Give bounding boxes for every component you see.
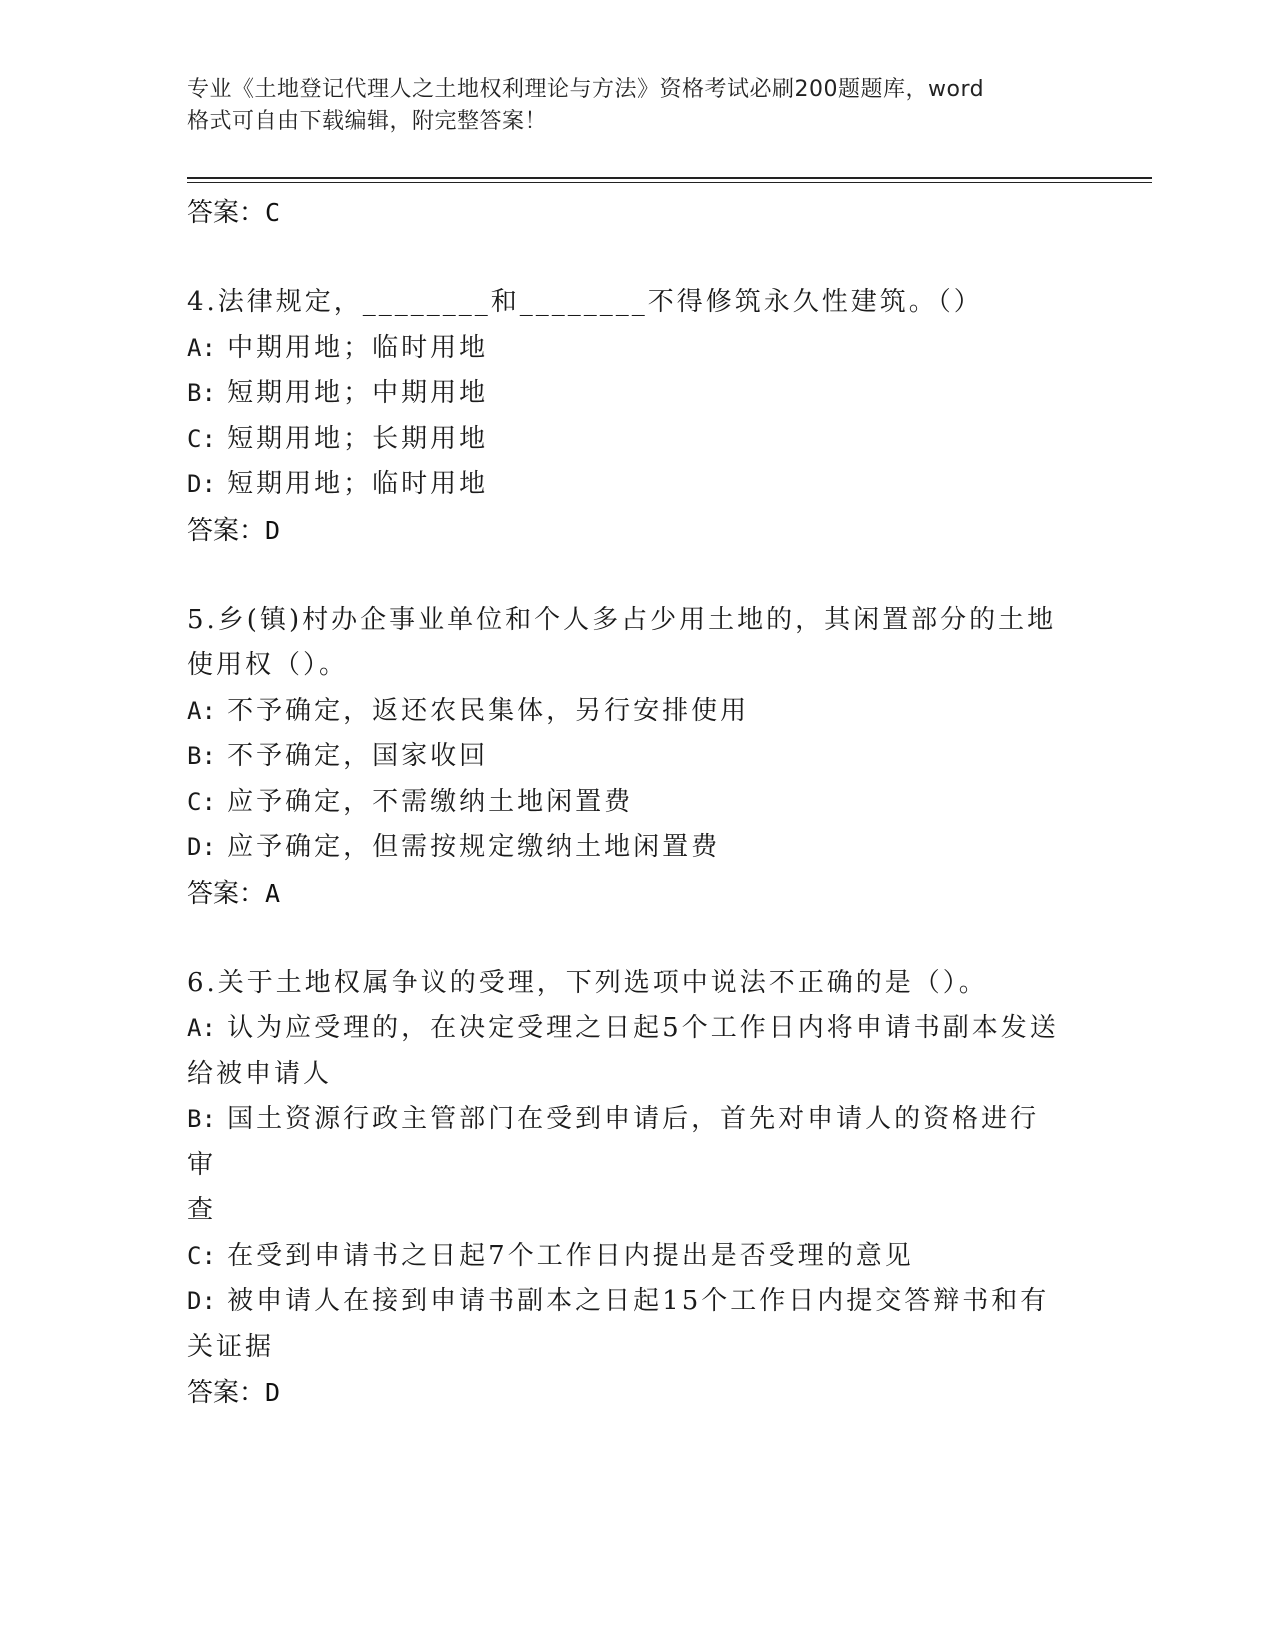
answer-line (187, 871, 1087, 917)
answer-value: D (265, 1378, 281, 1407)
question-text-continued: 使用权（）。 (187, 650, 349, 680)
answer-label: 答案： (187, 198, 266, 228)
option-text: 被申请人在接到申请书副本之日起15个工作日内提交答辩书和有 (215, 1286, 1050, 1316)
header-rule-thin (187, 182, 1152, 183)
option-text: 短期用地；临时用地 (215, 469, 489, 499)
question-item (187, 280, 1087, 554)
option-text: 认为应受理的，在决定受理之日起5个工作日内将申请书副本发送 (215, 1013, 1059, 1043)
option-letter: D: (187, 470, 216, 498)
header-line-1: 专业《土地登记代理人之土地权利理论与方法》资格考试必刷200题题库，word (187, 77, 985, 102)
answer-value: D (265, 515, 281, 545)
option-a (187, 1006, 1067, 1052)
option-text: 中期用地；临时用地 (215, 332, 489, 363)
option-c (187, 780, 1067, 826)
option-b-continued: 查 (187, 1195, 217, 1225)
option-a-continued: 给被申请人 (187, 1058, 333, 1089)
answer-line (187, 508, 1087, 554)
answer-label: 答案： (187, 1378, 266, 1408)
option-letter: A: (187, 333, 216, 362)
option-a (187, 689, 1067, 735)
option-letter: B: (187, 742, 216, 770)
option-text: 应予确定，不需缴纳土地闲置费 (215, 786, 634, 817)
option-text: 短期用地；长期用地 (215, 423, 489, 454)
option-letter: D: (187, 833, 216, 861)
option-text: 不予确定，返还农民集体，另行安排使用 (215, 695, 750, 726)
option-letter: B: (187, 1105, 216, 1133)
question-text: 6.关于土地权属争议的受理，下列选项中说法不正确的是（）。 (187, 967, 988, 998)
option-b (187, 1097, 1067, 1188)
option-c (187, 417, 1067, 463)
question-list (187, 190, 1087, 1416)
option-letter: D: (187, 1287, 216, 1315)
option-letter: A: (187, 696, 216, 725)
header-rule-thick (187, 177, 1152, 179)
question-text: 4.法律规定，________和________不得修筑永久性建筑。（） (187, 287, 983, 317)
header-line-2: 格式可自由下载编辑，附完整答案！ (187, 109, 548, 134)
answer-value: A (265, 878, 281, 908)
option-text: 应予确定，但需按规定缴纳土地闲置费 (215, 832, 721, 862)
question-item (187, 961, 1087, 1417)
answer-label: 答案： (187, 878, 266, 909)
question-item (187, 598, 1087, 917)
option-b (187, 371, 1067, 417)
option-a (187, 326, 1067, 372)
answer-line (187, 1370, 1087, 1416)
option-letter: C: (187, 1241, 216, 1270)
option-d-continued: 关证据 (187, 1331, 275, 1362)
answer-label: 答案： (187, 515, 266, 546)
option-letter: B: (187, 379, 216, 407)
document-header (187, 74, 1067, 138)
option-text: 在受到申请书之日起7个工作日内提出是否受理的意见 (215, 1240, 914, 1271)
answer-line (187, 190, 1087, 236)
option-d (187, 462, 1067, 508)
option-letter: C: (187, 424, 216, 453)
option-c (187, 1234, 1067, 1280)
option-d (187, 1279, 1067, 1325)
option-letter: A: (187, 1014, 216, 1042)
option-text: 短期用地；中期用地 (215, 378, 489, 408)
option-text: 国土资源行政主管部门在受到申请后，首先对申请人的资格进行审 (187, 1104, 1040, 1180)
question-text: 5.乡(镇)村办企事业单位和个人多占少用土地的，其闲置部分的土地 (187, 604, 1057, 635)
option-letter: C: (187, 787, 216, 816)
option-b (187, 734, 1067, 780)
answer-value: C (265, 198, 281, 227)
option-d (187, 825, 1067, 871)
option-text: 不予确定，国家收回 (215, 741, 489, 771)
